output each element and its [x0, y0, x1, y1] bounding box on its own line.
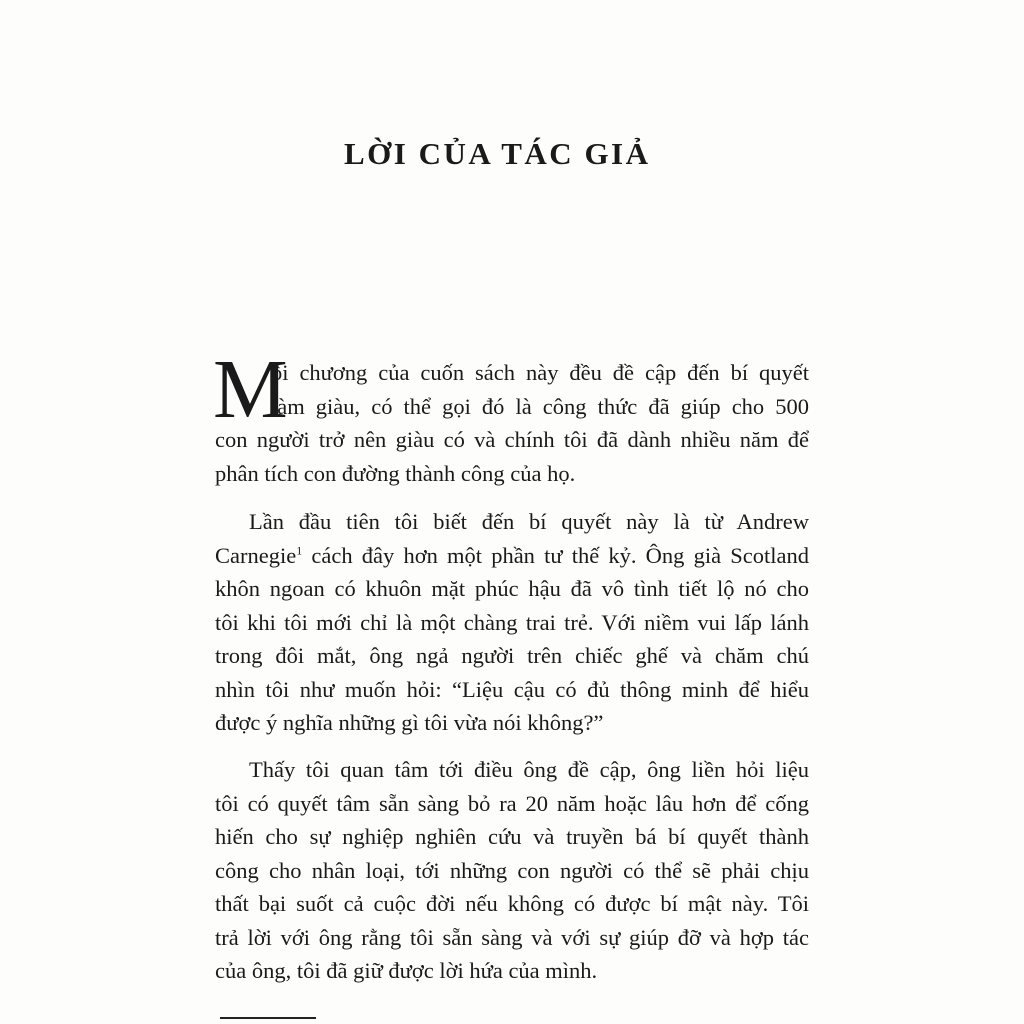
text-line-rest: cách đây hơn một phần tư thế kỷ. Ông già Scotland — [311, 542, 810, 568]
text-line — [215, 539, 809, 573]
text-line: của ông, tôi đã giữ được lời hứa của mình. — [215, 958, 598, 983]
text-line: được ý nghĩa những gì tôi vừa nói không?” — [215, 710, 604, 735]
carnegie-name: Carnegie — [215, 542, 297, 568]
text-line: tôi có quyết tâm sẵn sàng bỏ ra 20 năm hoặc lâu hơn để cống — [215, 790, 809, 816]
footnote-ref: 1 — [296, 543, 303, 557]
paragraph-1 — [213, 343, 809, 490]
text-line: công cho nhân loại, tới những con người có thể sẽ phải chịu — [215, 857, 809, 883]
footnote-divider — [220, 1017, 316, 1019]
text-line: Lần đầu tiên tôi biết đến bí quyết này là từ Andrew — [249, 509, 809, 534]
drop-cap: M — [213, 343, 288, 436]
paragraph-3 — [215, 753, 809, 988]
text-line: nhìn tôi như muốn hỏi: “Liệu cậu có đủ thông minh để hiểu — [215, 676, 809, 702]
text-line: khôn ngoan có khuôn mặt phúc hậu đã vô tình tiết lộ nó cho — [215, 576, 809, 601]
paragraph-2 — [215, 505, 809, 740]
text-line: trong đôi mắt, ông ngả người trên chiếc ghế và chăm chú — [215, 643, 809, 668]
text-line: phân tích con đường thành công của họ. — [215, 460, 576, 486]
text-line: Thấy tôi quan tâm tới điều ông đề cập, ông liền hỏi liệu — [249, 757, 809, 782]
text-line: ỗi chương của cuốn sách này đều đề cập đến bí quyết — [271, 360, 809, 385]
text-line: thất bại suốt cả cuộc đời nếu không có được bí mật này. Tôi — [215, 891, 809, 916]
text-line: hiến cho sự nghiệp nghiên cứu và truyền bá bí quyết thành — [215, 824, 809, 849]
text-line: tôi khi tôi mới chỉ là một chàng trai trẻ. Với niềm vui lấp lánh — [215, 609, 809, 635]
text-line: trả lời với ông rằng tôi sẵn sàng và với sự giúp đỡ và hợp tác — [215, 924, 809, 950]
text-line: con người trở nên giàu có và chính tôi đã dành nhiều năm để — [215, 427, 809, 452]
text-line: làm giàu, có thể gọi đó là công thức đã giúp cho 500 — [271, 393, 809, 419]
chapter-title: LỜI CỦA TÁC GIẢ — [344, 136, 651, 171]
